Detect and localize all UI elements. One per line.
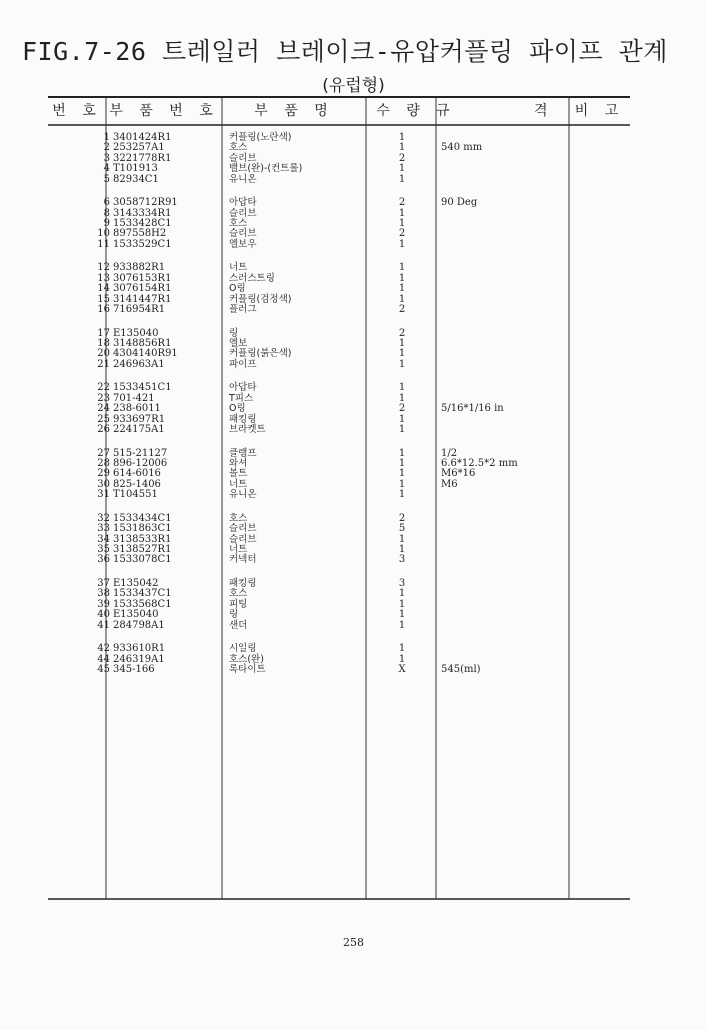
row-part-name: 호스(완) xyxy=(229,653,264,665)
row-quantity: 1 xyxy=(398,382,406,394)
row-part-number: 1533437C1 xyxy=(113,588,172,600)
row-no: 25 xyxy=(97,413,110,425)
row-part-number: 246963A1 xyxy=(113,358,165,370)
row-part-name: 슬리브 xyxy=(229,152,257,164)
row-no: 42 xyxy=(97,643,110,655)
row-part-number: 246319A1 xyxy=(113,653,165,665)
row-quantity: 1 xyxy=(398,142,406,154)
row-part-name: 아답타 xyxy=(229,382,257,394)
table-row xyxy=(0,588,707,599)
table-row xyxy=(0,294,707,305)
row-no: 13 xyxy=(97,272,110,284)
row-spec: M6 xyxy=(441,478,458,490)
row-spec: 1/2 xyxy=(441,447,458,459)
row-part-number: 284798A1 xyxy=(113,619,165,631)
table-row xyxy=(0,153,707,164)
row-part-number: E135040 xyxy=(113,609,159,621)
row-part-name: 밸브(완)-(컨트롤) xyxy=(229,163,303,175)
row-no: 15 xyxy=(97,293,110,305)
row-no: 3 xyxy=(103,152,110,164)
table-row xyxy=(0,599,707,610)
row-part-number: 3058712R91 xyxy=(113,197,178,209)
row-quantity: 1 xyxy=(398,163,406,175)
row-part-name: 슬리브 xyxy=(229,533,257,545)
row-part-name: 너트 xyxy=(229,262,248,274)
row-quantity: 1 xyxy=(398,468,406,480)
row-no: 8 xyxy=(103,207,110,219)
row-quantity: 2 xyxy=(398,512,406,524)
row-quantity: 1 xyxy=(398,643,406,655)
row-part-name: 브라켓트 xyxy=(229,424,266,435)
row-part-name: 슬리브 xyxy=(229,523,257,535)
row-no: 33 xyxy=(97,523,110,535)
row-quantity: 1 xyxy=(398,489,406,501)
row-spec: 545(ml) xyxy=(441,664,481,675)
row-part-number: 1533428C1 xyxy=(113,218,172,229)
row-part-name: 유니온 xyxy=(229,489,257,501)
column-header-part-number: 부 품 번 호 xyxy=(109,103,219,119)
row-part-name: 너트 xyxy=(229,544,248,555)
column-header-quantity: 수 량 xyxy=(376,103,426,119)
row-part-number: T101913 xyxy=(113,163,158,175)
row-quantity: 1 xyxy=(398,653,406,665)
row-part-number: 515-21127 xyxy=(113,447,168,459)
row-quantity: 2 xyxy=(398,228,406,240)
column-header-no: 번 호 xyxy=(52,103,102,119)
table-row xyxy=(0,273,707,284)
table-row xyxy=(0,283,707,294)
row-part-name: 엘보우 xyxy=(229,238,257,250)
table-row xyxy=(0,544,707,555)
row-quantity: 1 xyxy=(398,447,406,459)
table-row xyxy=(0,218,707,229)
row-part-number: 3143334R1 xyxy=(113,207,172,219)
row-quantity: 1 xyxy=(398,132,406,143)
row-quantity: 1 xyxy=(398,348,406,360)
table-row xyxy=(0,338,707,349)
row-part-name: 커플링(검정색) xyxy=(229,293,292,305)
table-row xyxy=(0,479,707,490)
row-part-number: 1533434C1 xyxy=(113,512,172,524)
row-part-name: 플러그 xyxy=(229,304,257,315)
row-no: 17 xyxy=(97,327,110,339)
row-part-name: O링 xyxy=(229,403,246,415)
row-part-number: 896-12006 xyxy=(113,458,168,469)
row-no: 6 xyxy=(103,197,110,209)
row-no: 27 xyxy=(97,447,110,459)
row-quantity: 1 xyxy=(398,544,406,555)
row-no: 10 xyxy=(97,228,110,240)
row-no: 41 xyxy=(97,619,110,631)
table-row xyxy=(0,458,707,469)
row-part-number: 3076153R1 xyxy=(113,272,172,284)
row-part-name: 링 xyxy=(229,609,239,621)
row-part-number: 3076154R1 xyxy=(113,283,172,295)
table-row xyxy=(0,393,707,404)
row-part-name: O링 xyxy=(229,283,246,295)
row-part-number: 1533529C1 xyxy=(113,238,172,250)
row-part-number: 701-421 xyxy=(113,392,155,404)
row-part-name: 클램프 xyxy=(229,447,257,459)
row-part-name: 록타이트 xyxy=(229,664,266,675)
row-no: 22 xyxy=(97,382,110,394)
row-part-number: 224175A1 xyxy=(113,424,165,435)
row-part-number: 238-6011 xyxy=(113,403,161,415)
row-no: 11 xyxy=(97,238,110,250)
table-row xyxy=(0,609,707,620)
table-row xyxy=(0,208,707,219)
row-no: 1 xyxy=(103,132,110,143)
row-part-number: 614-6016 xyxy=(113,468,161,480)
table-row xyxy=(0,348,707,359)
row-spec: M6*16 xyxy=(441,468,476,480)
table-row xyxy=(0,403,707,414)
row-part-number: 4304140R91 xyxy=(113,348,178,360)
row-no: 24 xyxy=(97,403,110,415)
row-quantity: 1 xyxy=(398,338,406,349)
row-no: 20 xyxy=(97,348,110,360)
row-part-name: 와셔 xyxy=(229,458,248,469)
row-quantity: 1 xyxy=(398,424,406,435)
row-no: 5 xyxy=(103,173,110,185)
row-part-number: 933697R1 xyxy=(113,413,166,425)
row-quantity: 1 xyxy=(398,272,406,284)
table-row xyxy=(0,197,707,208)
row-quantity: 1 xyxy=(398,293,406,305)
row-part-name: 패킹링 xyxy=(229,578,257,589)
table-row xyxy=(0,239,707,250)
row-part-number: 3138527R1 xyxy=(113,544,172,555)
row-quantity: 2 xyxy=(398,327,406,339)
row-no: 37 xyxy=(97,578,110,589)
row-no: 26 xyxy=(97,424,110,435)
row-part-name: 엘보 xyxy=(229,338,248,349)
table-row xyxy=(0,620,707,631)
row-part-number: 1531863C1 xyxy=(113,523,172,535)
table-row xyxy=(0,163,707,174)
row-part-name: 패킹링 xyxy=(229,413,257,425)
table-row xyxy=(0,643,707,654)
row-part-name: 피팅 xyxy=(229,598,248,610)
page-title: FIG.7-26 트레일러 브레이크-유압커플링 파이프 관계 xyxy=(22,37,668,66)
row-no: 23 xyxy=(97,392,110,404)
row-no: 16 xyxy=(97,304,110,315)
row-spec: 540 mm xyxy=(441,142,483,154)
row-part-name: 커넥터 xyxy=(229,554,257,566)
row-quantity: 1 xyxy=(398,609,406,621)
row-part-number: E135040 xyxy=(113,327,159,339)
row-no: 14 xyxy=(97,283,110,295)
row-part-name: 시일링 xyxy=(229,643,257,655)
table-row xyxy=(0,489,707,500)
row-spec: 6.6*12.5*2 mm xyxy=(441,458,518,469)
row-quantity: 1 xyxy=(398,238,406,250)
table-row xyxy=(0,228,707,239)
row-part-name: 너트 xyxy=(229,478,248,490)
row-quantity: 1 xyxy=(398,413,406,425)
row-no: 36 xyxy=(97,554,110,566)
row-part-name: 유니온 xyxy=(229,173,257,185)
table-row xyxy=(0,424,707,435)
row-part-number: 3148856R1 xyxy=(113,338,172,349)
row-part-number: 82934C1 xyxy=(113,173,159,185)
row-part-name: 호스 xyxy=(229,588,248,600)
row-part-number: 1533568C1 xyxy=(113,598,172,610)
row-part-name: 호스 xyxy=(229,142,248,154)
row-quantity: 1 xyxy=(398,533,406,545)
row-quantity: 1 xyxy=(398,588,406,600)
row-part-number: 716954R1 xyxy=(113,304,166,315)
row-quantity: 1 xyxy=(398,478,406,490)
row-spec: 90 Deg xyxy=(441,197,478,209)
row-no: 12 xyxy=(97,262,110,274)
row-no: 21 xyxy=(97,358,110,370)
row-part-name: 스러스트링 xyxy=(229,272,275,284)
table-row xyxy=(0,534,707,545)
page-number: 258 xyxy=(343,936,364,949)
row-part-number: 933882R1 xyxy=(113,262,166,274)
row-no: 40 xyxy=(97,609,110,621)
row-spec: 5/16*1/16 in xyxy=(441,403,504,415)
row-part-name: 파이프 xyxy=(229,358,257,370)
table-row xyxy=(0,513,707,524)
table-row xyxy=(0,554,707,565)
row-quantity: 1 xyxy=(398,207,406,219)
row-no: 45 xyxy=(97,664,110,675)
table-row xyxy=(0,132,707,143)
row-part-name: 볼트 xyxy=(229,468,248,480)
row-part-number: 1533451C1 xyxy=(113,382,172,394)
column-header-spec: 규 격 xyxy=(436,103,588,119)
row-part-number: 3138533R1 xyxy=(113,533,172,545)
column-header-part-name: 부 품 명 xyxy=(254,103,334,119)
row-quantity: 1 xyxy=(398,262,406,274)
row-no: 18 xyxy=(97,338,110,349)
table-row xyxy=(0,262,707,273)
table-row xyxy=(0,448,707,459)
row-no: 39 xyxy=(97,598,110,610)
row-part-number: 825-1406 xyxy=(113,478,161,490)
row-no: 38 xyxy=(97,588,110,600)
row-quantity: 1 xyxy=(398,598,406,610)
row-part-number: T104551 xyxy=(113,489,158,501)
table-row xyxy=(0,142,707,153)
table-row xyxy=(0,664,707,675)
row-no: 29 xyxy=(97,468,110,480)
row-quantity: 2 xyxy=(398,152,406,164)
table-row xyxy=(0,414,707,425)
row-part-number: 1533078C1 xyxy=(113,554,172,566)
row-no: 35 xyxy=(97,544,110,555)
row-part-name: 커플링(붉은색) xyxy=(229,348,292,360)
row-part-name: 호스 xyxy=(229,512,248,524)
table-row xyxy=(0,468,707,479)
row-quantity: 1 xyxy=(398,218,406,229)
row-part-name: 링 xyxy=(229,327,239,339)
row-no: 34 xyxy=(97,533,110,545)
row-part-number: 897558H2 xyxy=(113,228,167,240)
row-no: 44 xyxy=(97,653,110,665)
row-part-name: 호스 xyxy=(229,218,248,229)
row-quantity: 3 xyxy=(398,578,406,589)
row-quantity: X xyxy=(398,664,406,675)
row-no: 9 xyxy=(103,218,110,229)
row-no: 28 xyxy=(97,458,110,469)
row-part-number: 3401424R1 xyxy=(113,132,172,143)
row-part-number: 345-166 xyxy=(113,664,155,675)
table-row xyxy=(0,174,707,185)
row-quantity: 5 xyxy=(398,523,406,535)
row-no: 2 xyxy=(103,142,110,154)
row-quantity: 1 xyxy=(398,283,406,295)
row-no: 31 xyxy=(97,489,110,501)
row-part-name: 커플링(노란색) xyxy=(229,132,292,143)
row-quantity: 2 xyxy=(398,197,406,209)
row-part-number: 3221778R1 xyxy=(113,152,172,164)
column-header-remarks: 비 고 xyxy=(574,103,625,119)
table-row xyxy=(0,359,707,370)
table-row xyxy=(0,523,707,534)
row-quantity: 2 xyxy=(398,304,406,315)
row-quantity: 3 xyxy=(398,554,406,566)
row-no: 4 xyxy=(103,163,110,175)
table-row xyxy=(0,654,707,665)
table-row xyxy=(0,382,707,393)
table-row xyxy=(0,328,707,339)
row-quantity: 1 xyxy=(398,619,406,631)
row-part-name: 슬리브 xyxy=(229,228,257,240)
table-row xyxy=(0,304,707,315)
row-no: 30 xyxy=(97,478,110,490)
row-quantity: 1 xyxy=(398,358,406,370)
row-no: 32 xyxy=(97,512,110,524)
row-quantity: 1 xyxy=(398,173,406,185)
row-part-name: 아답타 xyxy=(229,197,257,209)
row-part-name: T피스 xyxy=(229,392,254,404)
row-quantity: 1 xyxy=(398,392,406,404)
row-part-number: 3141447R1 xyxy=(113,293,172,305)
row-part-number: E135042 xyxy=(113,578,159,589)
row-part-name: 샌더 xyxy=(229,619,248,631)
row-part-number: 253257A1 xyxy=(113,142,165,154)
row-part-name: 슬리브 xyxy=(229,207,257,219)
row-quantity: 1 xyxy=(398,458,406,469)
row-quantity: 2 xyxy=(398,403,406,415)
row-part-number: 933610R1 xyxy=(113,643,166,655)
page-subtitle: (유럽형) xyxy=(322,76,385,96)
table-row xyxy=(0,578,707,589)
